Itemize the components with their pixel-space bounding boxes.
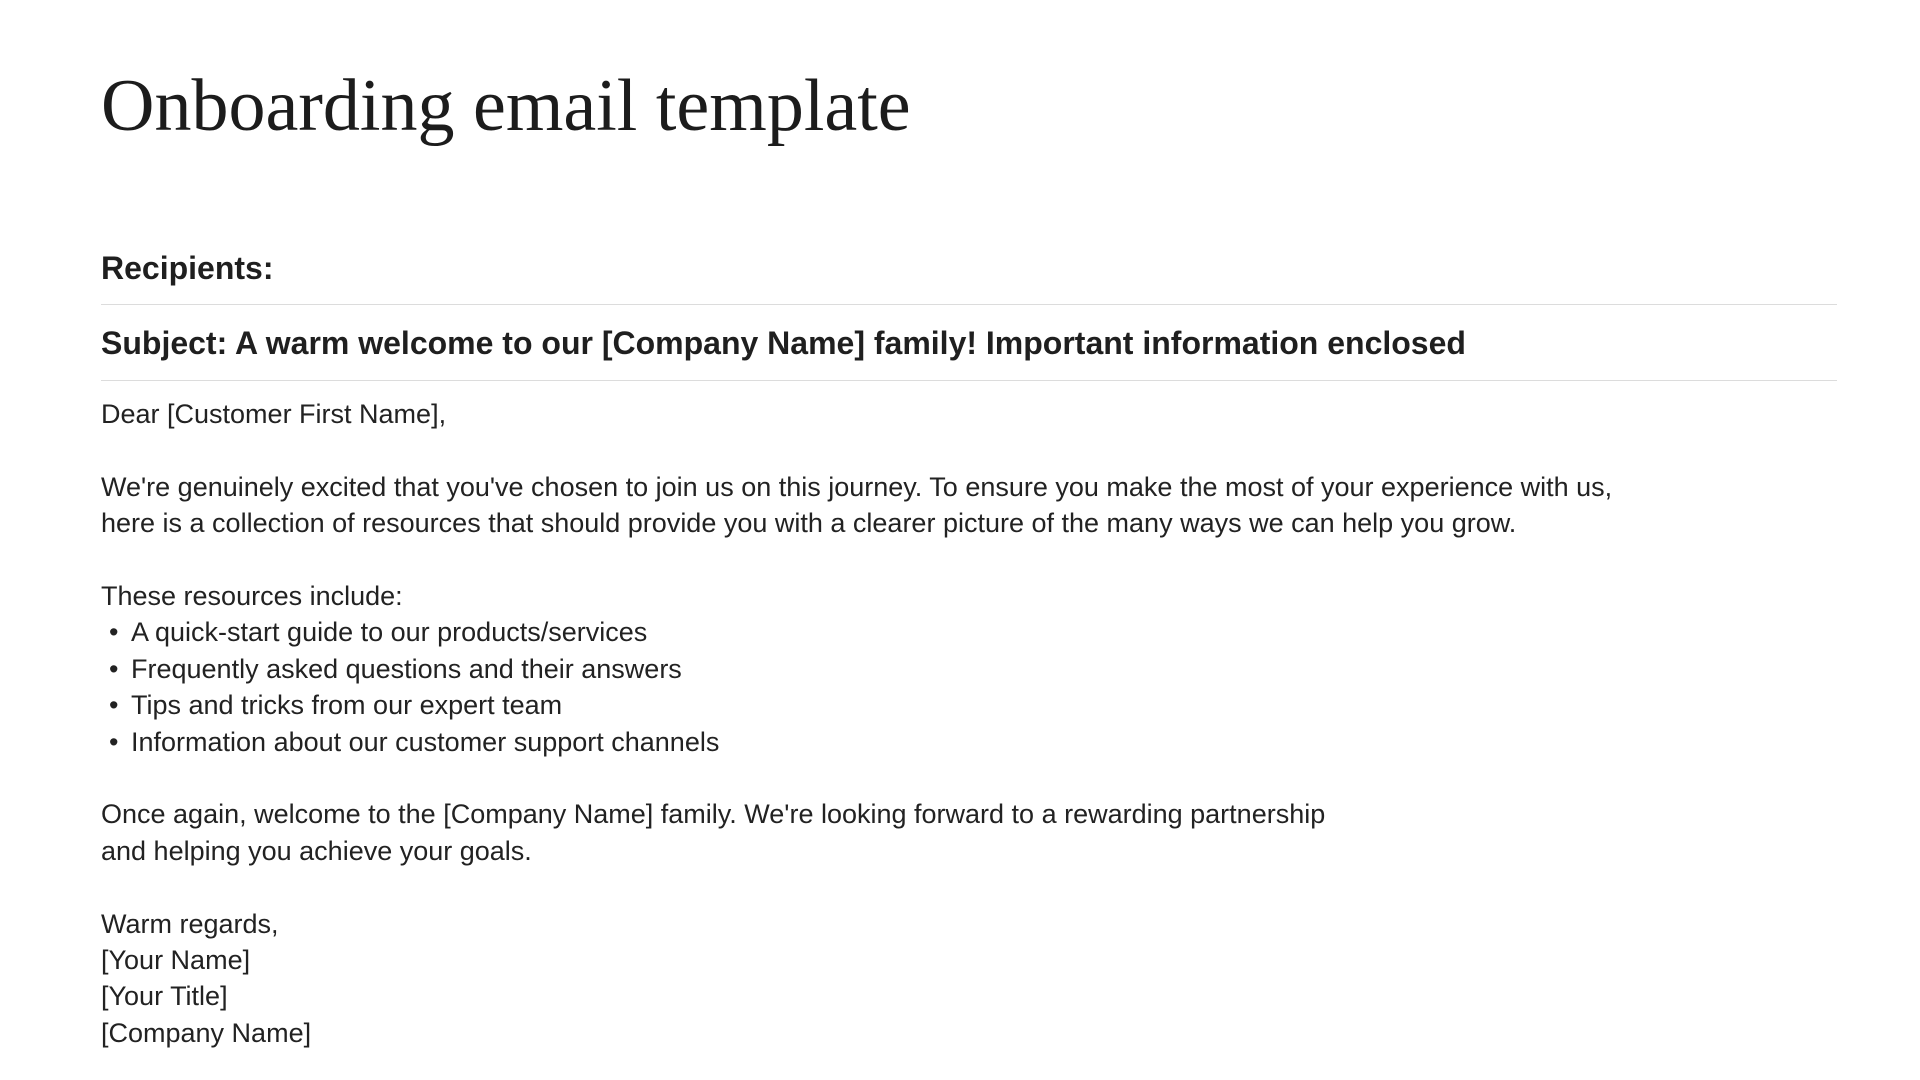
closing-paragraph-line: and helping you achieve your goals.	[101, 835, 532, 866]
bullet-icon: •	[109, 617, 119, 648]
intro-paragraph-line: We're genuinely excited that you've chosen to join us on this journey. To ensure you make the most of your experience with us,	[101, 471, 1613, 502]
bullet-icon: •	[109, 653, 119, 684]
intro-paragraph-line: here is a collection of resources that should provide you with a clearer picture of the many ways we can help you grow.	[101, 508, 1517, 539]
greeting-line: Dear [Customer First Name],	[101, 399, 447, 429]
divider	[101, 380, 1837, 381]
closing-paragraph-line: Once again, welcome to the [Company Name] family. We're looking forward to a rewarding partnership	[101, 799, 1326, 830]
blank-line	[101, 869, 1837, 905]
blank-line	[101, 542, 1837, 578]
blank-line	[101, 760, 1837, 796]
list-item	[101, 651, 1837, 687]
list-item	[101, 614, 1837, 650]
recipients-field[interactable]: Recipients:	[101, 250, 274, 286]
list-item-text: A quick-start guide to our products/services	[131, 617, 648, 648]
email-body[interactable]	[101, 396, 1837, 1051]
resources-list	[101, 614, 1837, 760]
signature-name: [Your Name]	[101, 945, 251, 976]
list-item-text: Tips and tricks from our expert team	[131, 690, 563, 721]
bullet-icon: •	[109, 726, 119, 757]
bullet-icon: •	[109, 690, 119, 721]
list-item-text: Frequently asked questions and their answers	[131, 653, 682, 684]
signature-title: [Your Title]	[101, 981, 228, 1012]
resources-heading: These resources include:	[101, 581, 403, 611]
signature-company: [Company Name]	[101, 1017, 312, 1048]
page-title: Onboarding email template	[101, 65, 911, 147]
blank-line	[101, 432, 1837, 468]
subject-field[interactable]: Subject: A warm welcome to our [Company Name] family! Important information enclosed	[101, 325, 1466, 361]
divider	[101, 304, 1837, 305]
list-item-text: Information about our customer support channels	[131, 726, 720, 757]
signoff-line: Warm regards,	[101, 908, 279, 939]
list-item	[101, 724, 1837, 760]
list-item	[101, 687, 1837, 723]
document-page	[101, 0, 1837, 1080]
